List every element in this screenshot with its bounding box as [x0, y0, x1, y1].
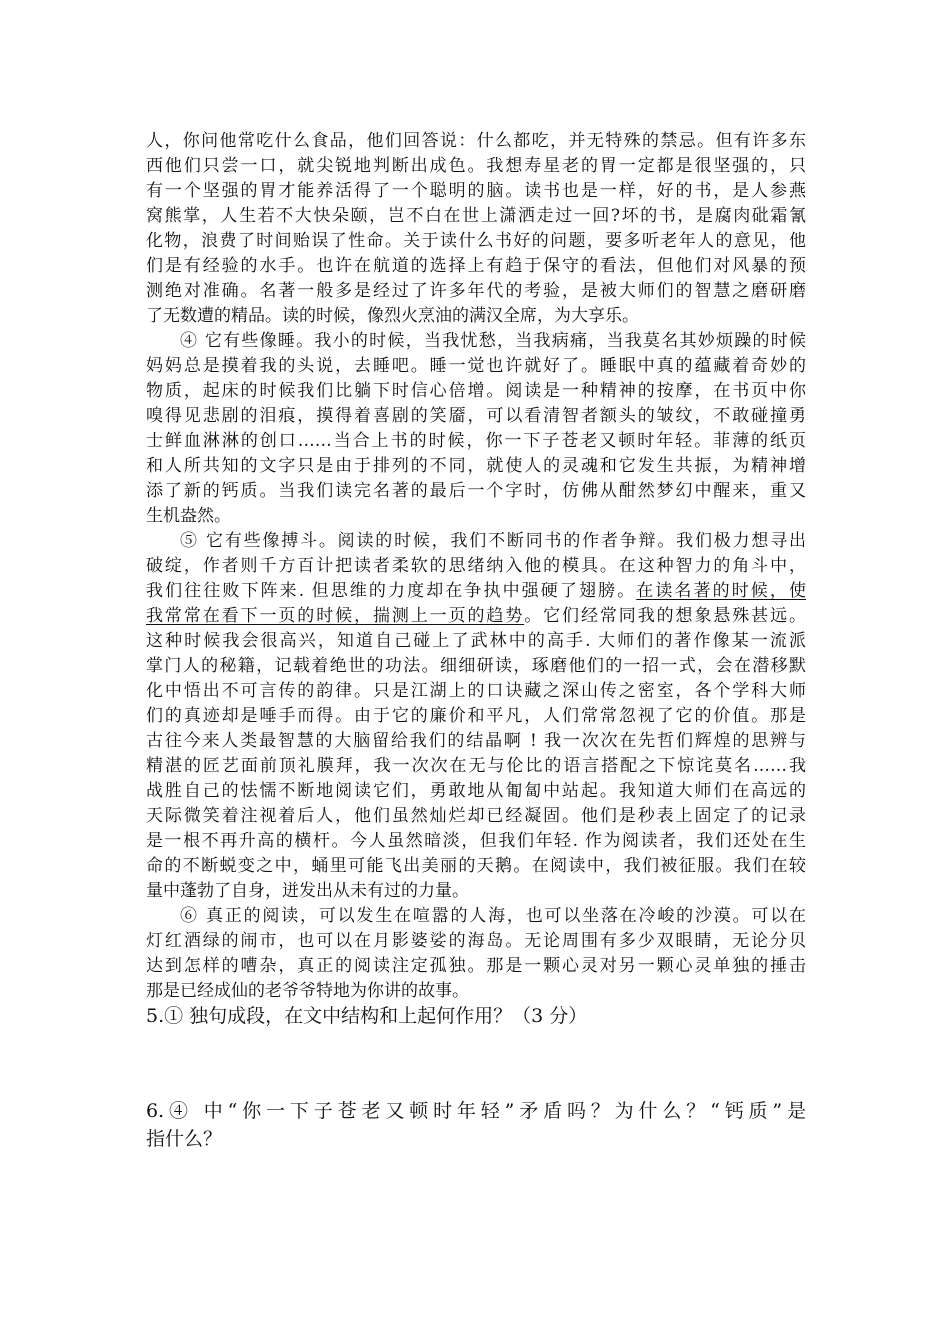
underlined-sentence: 在读名著的时候，使	[636, 581, 806, 601]
text-line: 嗅得见悲剧的泪痕，摸得着喜剧的笑靥，可以看清智者额头的皱纹，不敢碰撞勇	[146, 406, 806, 426]
text-line: 这种时候我会很高兴，知道自己碰上了武林中的高手. 大师们的著作像某一流派	[146, 631, 806, 651]
question-6-continued: 指什么？	[146, 1128, 223, 1150]
text-segment: 。它们经常同我的想象悬殊甚远。	[524, 606, 806, 626]
text-line: 战胜自己的怯懦不断地阅读它们，勇敢地从匍匐中站起。我知道大师们在高远的	[146, 781, 806, 801]
text-line: ⑥ 真正的阅读，可以发生在喧嚣的人海，也可以坐落在冷峻的沙漠。可以在	[180, 906, 806, 926]
text-line: 命的不断蜕变之中，蛹里可能飞出美丽的天鹅。在阅读中，我们被征服。我们在较	[146, 856, 806, 876]
text-line: 人，你问他常吃什么食品，他们回答说：什么都吃，并无特殊的禁忌。但有许多东	[146, 131, 806, 151]
question-6: 6.④ 中“你一下子苍老又顿时年轻”矛盾吗？为什么？“钙质”是	[146, 1100, 806, 1122]
text-line: 量中蓬勃了自身，迸发出从未有过的力量。	[146, 881, 469, 901]
text-line: 们的真迹却是唾手而得。由于它的廉价和平凡，人们常常忽视了它的价值。那是	[146, 706, 806, 726]
text-line: 化中悟出不可言传的韵律。只是江湖上的口诀藏之深山传之密室，各个学科大师	[146, 681, 806, 701]
underlined-sentence: 我常常在看下一页的时候，揣测上一页的趋势	[146, 606, 525, 626]
text-line: 精湛的匠艺面前顶礼膜拜，我一次次在无与伦比的语言搭配之下惊诧莫名……我	[146, 756, 806, 776]
text-line: 达到怎样的嘈杂，真正的阅读注定孤独。那是一颗心灵对另一颗心灵单独的捶击	[146, 956, 806, 976]
text-line: ⑤ 它有些像搏斗。阅读的时候，我们不断同书的作者争辩。我们极力想寻出	[180, 531, 806, 551]
text-line: 有一个坚强的胃才能养活得了一个聪明的脑。读书也是一样，好的书，是人参燕	[146, 181, 806, 201]
text-line: 生机盎然。	[146, 506, 231, 526]
text-line: 是一根不再升高的横杆。今人虽然暗淡，但我们年轻. 作为阅读者，我们还处在生	[146, 831, 806, 851]
text-line	[146, 604, 806, 629]
text-line: 破绽，作者则千方百计把读者柔软的思绪纳入他的模具。在这种智力的角斗中，	[146, 556, 806, 576]
text-line: 天际微笑着注视着后人，他们虽然灿烂却已经凝固。他们是秒表上固定了的记录	[146, 806, 806, 826]
text-line: ④ 它有些像睡。我小的时候，当我忧愁，当我病痛，当我莫名其妙烦躁的时候	[180, 331, 806, 351]
text-line: 掌门人的秘籍，记载着绝世的功法。细细研读，琢磨他们的一招一式，会在潜移默	[146, 656, 806, 676]
text-line: 西他们只尝一口，就尖锐地判断出成色。我想寿星老的胃一定都是很坚强的，只	[146, 156, 806, 176]
text-line: 妈妈总是摸着我的头说，去睡吧。睡一觉也许就好了。睡眠中真的蕴藏着奇妙的	[146, 356, 806, 376]
text-line: 古往今来人类最智慧的大脑留给我们的结晶啊 ! 我一次次在先哲们辉煌的思辨与	[146, 731, 806, 751]
text-line: 物质，起床的时候我们比躺下时信心倍增。阅读是一种精神的按摩，在书页中你	[146, 381, 806, 401]
text-line: 化物，浪费了时间贻误了性命。关于读什么书好的问题，要多听老年人的意见，他	[146, 231, 806, 251]
text-line: 窝熊掌，人生若不大快朵颐，岂不白在世上潇洒走过一回?坏的书，是腐肉砒霜氰	[146, 206, 806, 226]
question-5: 5.① 独句成段，在文中结构和上起何作用？（3 分）	[146, 1005, 588, 1027]
text-line: 了无数遭的精品。读的时候，像烈火烹油的满汉全席，为大享乐。	[146, 306, 639, 326]
text-line: 和人所共知的文字只是由于排列的不同，就使人的灵魂和它发生共振，为精神增	[146, 456, 806, 476]
text-segment: 我们往往败下阵来. 但思维的力度却在争执中强硬了翅膀。	[146, 581, 637, 601]
text-line: 添了新的钙质。当我们读完名著的最后一个字时，仿佛从酣然梦幻中醒来，重又	[146, 481, 806, 501]
text-line: 士鲜血淋淋的创口……当合上书的时候，你一下子苍老又顿时年轻。菲薄的纸页	[146, 431, 806, 451]
text-line: 们是有经验的水手。也许在航道的选择上有趋于保守的看法，但他们对风暴的预	[146, 256, 806, 276]
text-line: 灯红酒绿的闹市，也可以在月影婆娑的海岛。无论周围有多少双眼睛，无论分贝	[146, 931, 806, 951]
text-line: 那是已经成仙的老爷爷特地为你讲的故事。	[146, 981, 469, 1001]
text-line	[146, 579, 806, 604]
text-line: 测绝对准确。名著一般多是经过了许多年代的考验，是被大师们的智慧之磨研磨	[146, 281, 806, 301]
